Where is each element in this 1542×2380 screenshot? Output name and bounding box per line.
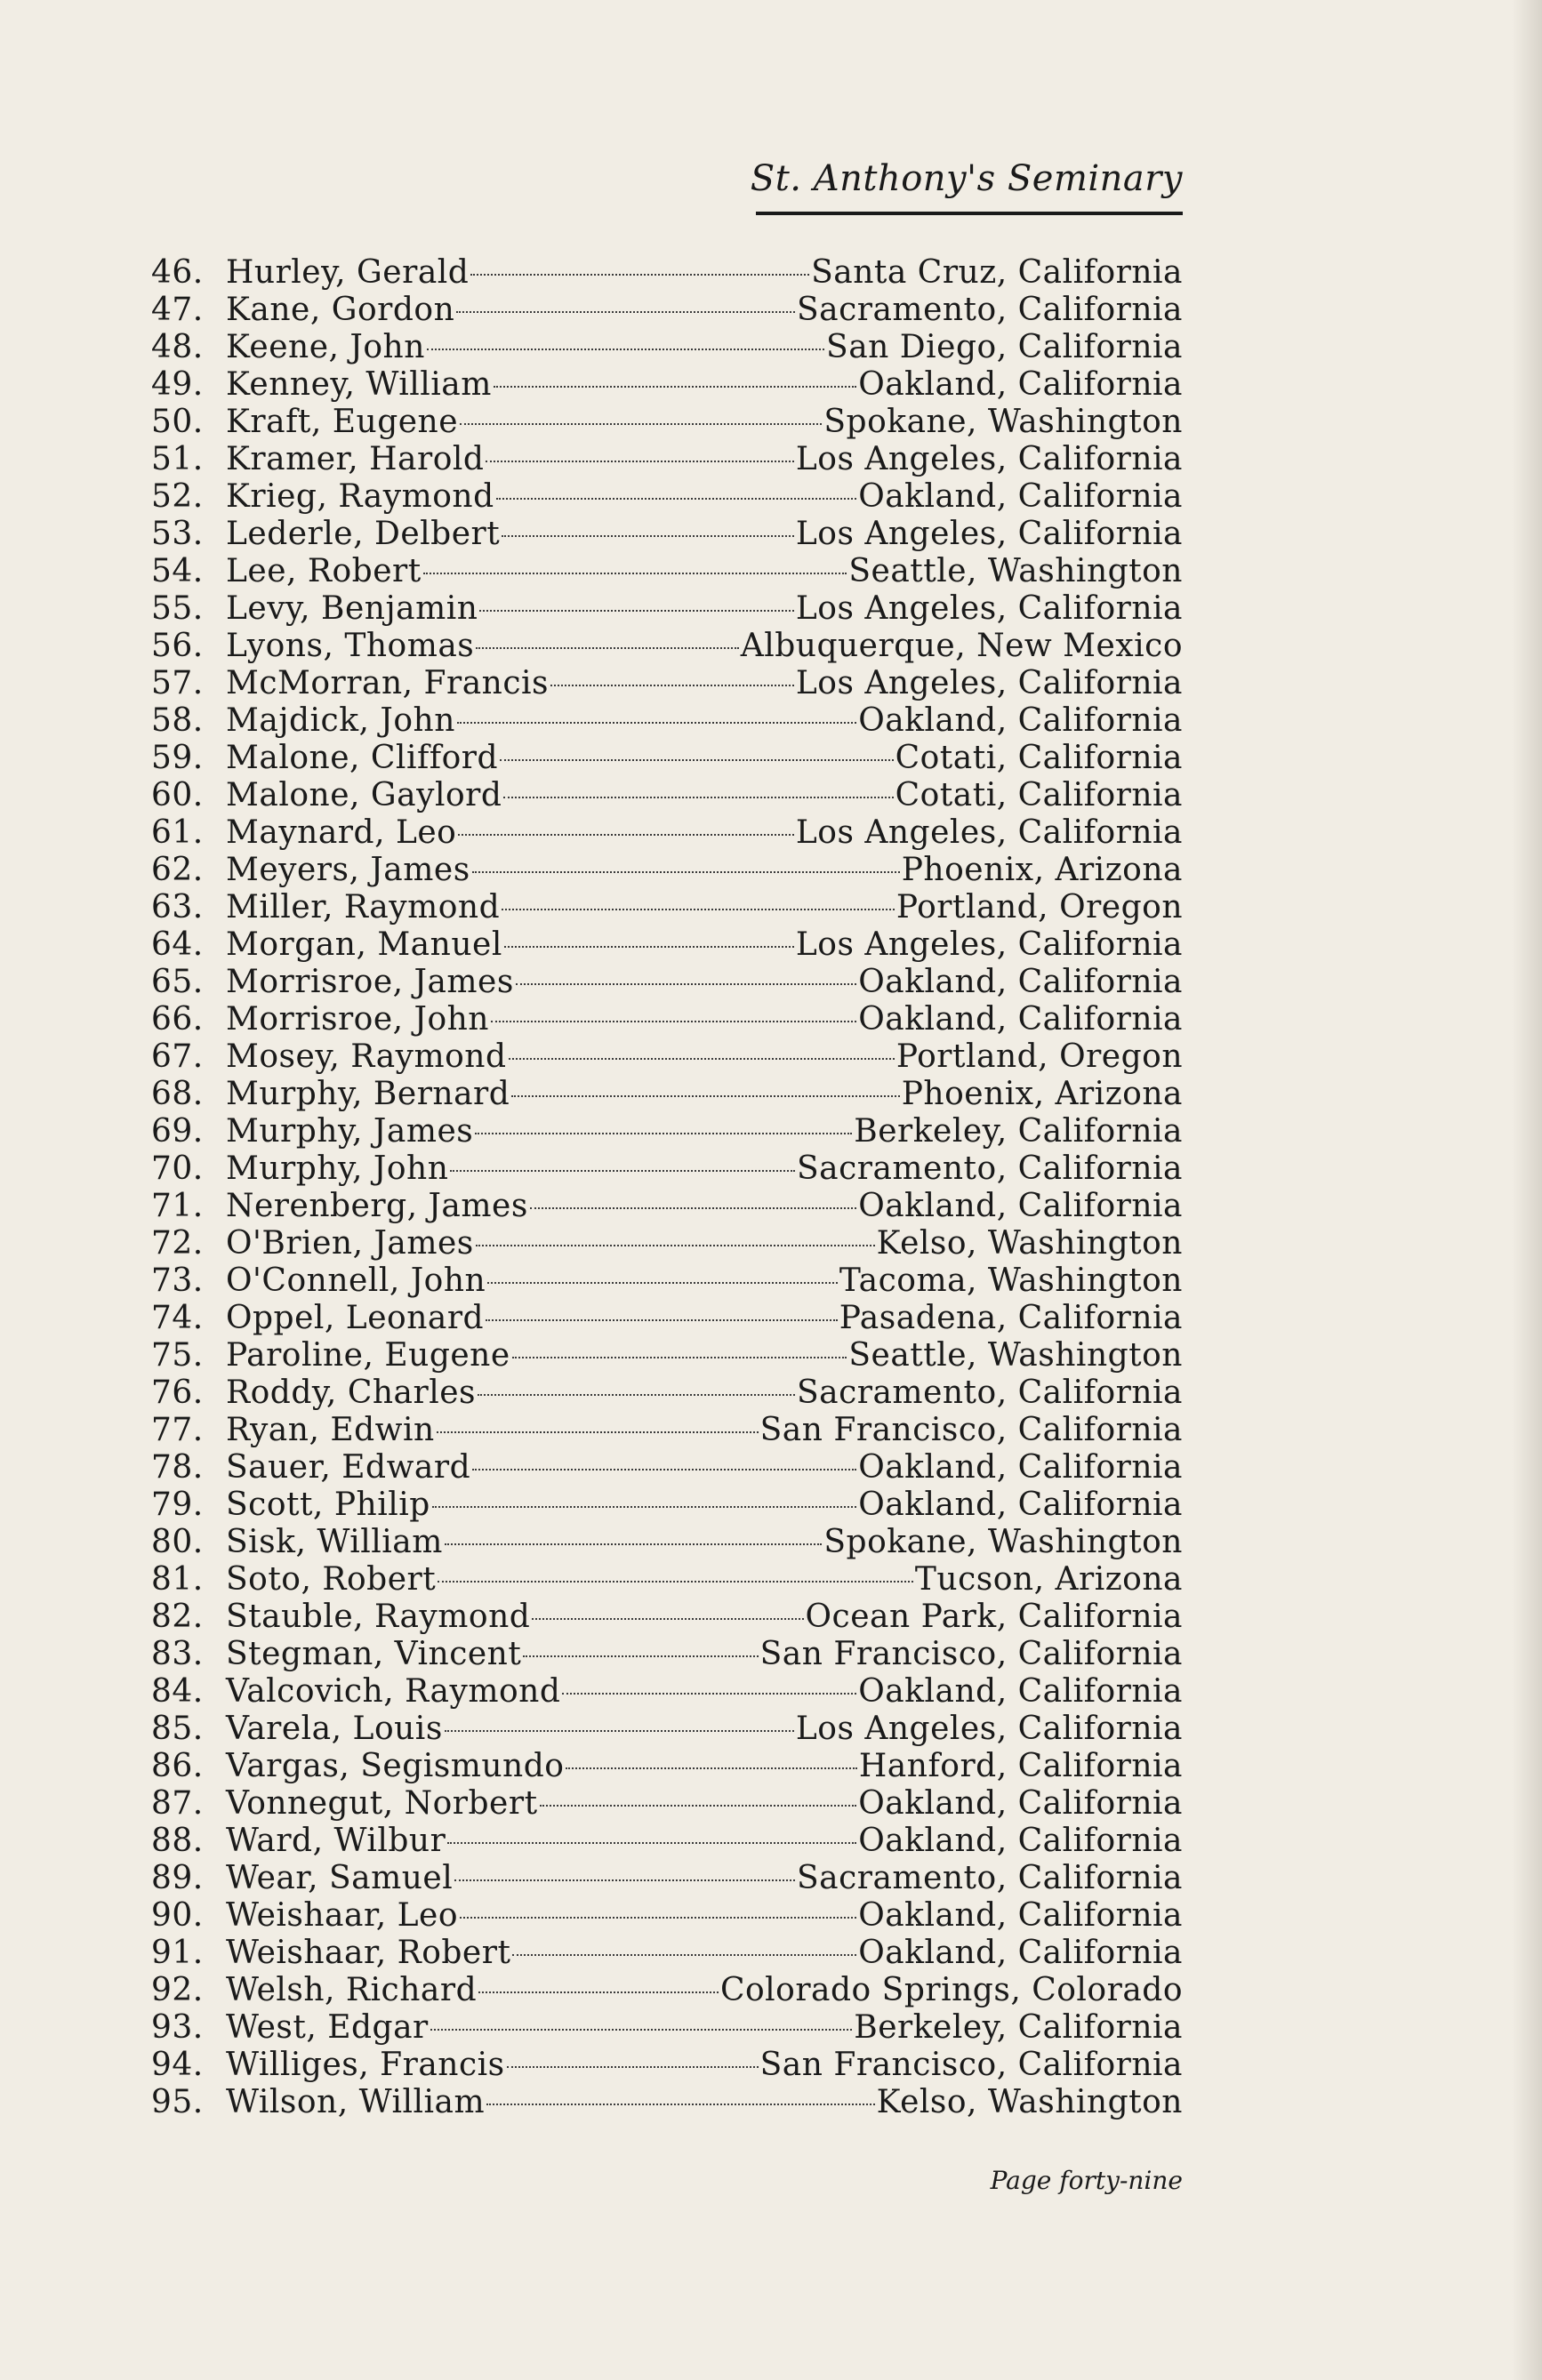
running-header: St. Anthony's Seminary [750,158,1183,199]
dot-leader [437,1431,759,1433]
roster-row [151,1748,1183,1785]
hometown: Ocean Park, California [805,1599,1183,1635]
roster-row [151,702,1183,740]
dot-leader [516,983,856,985]
hometown: Sacramento, California [796,1860,1183,1896]
dot-leader [450,1170,795,1172]
roster-row [151,329,1183,366]
hometown: Kelso, Washington [876,2084,1183,2120]
dot-leader [445,1543,823,1545]
dot-leader [472,1469,856,1470]
roster-row [151,1300,1183,1337]
student-name: Oppel, Leonard [226,1300,485,1336]
hometown: Hanford, California [858,1748,1183,1784]
roster-row [151,1599,1183,1636]
entry-number: 80. [151,1524,204,1560]
dot-leader [502,535,794,537]
roster-row [151,628,1183,665]
dot-leader [550,685,794,686]
dot-leader [491,1021,856,1022]
dot-leader [475,1133,852,1134]
entry-number: 85. [151,1711,204,1747]
dot-leader [456,311,795,313]
dot-leader [470,274,809,276]
roster-row [151,1001,1183,1038]
entry-number: 55. [151,590,204,627]
entry-number: 75. [151,1337,204,1374]
entry-number: 73. [151,1262,204,1299]
entry-number: 82. [151,1599,204,1635]
hometown: San Francisco, California [759,2047,1183,2083]
student-name: Vonnegut, Norbert [226,1785,538,1822]
roster-row [151,404,1183,441]
student-name: Kramer, Harold [226,441,485,477]
dot-leader [487,1282,838,1284]
student-name: West, Edgar [226,2009,429,2046]
student-name: Morrisroe, John [226,1001,489,1038]
dot-leader [530,1207,856,1209]
roster-row [151,1150,1183,1188]
entry-number: 60. [151,777,204,813]
entry-number: 68. [151,1076,204,1112]
entry-number: 92. [151,1972,204,2008]
hometown: Seattle, Washington [848,1337,1183,1374]
student-name: Krieg, Raymond [226,478,494,515]
roster-row [151,1337,1183,1374]
dot-leader [504,946,794,948]
hometown: Oakland, California [858,1673,1183,1710]
hometown: Tacoma, Washington [839,1262,1183,1299]
student-name: O'Connell, John [226,1262,486,1299]
student-name: Morrisroe, James [226,964,514,1000]
entry-number: 54. [151,553,204,589]
dot-leader [503,797,893,798]
dot-leader [427,349,824,350]
hometown: Portland, Oregon [895,889,1183,926]
student-name: Morgan, Manuel [226,926,502,963]
dot-leader [562,1693,856,1695]
entry-number: 91. [151,1935,204,1971]
student-name: Levy, Benjamin [226,590,478,627]
student-name: Weishaar, Leo [226,1897,458,1934]
hometown: Seattle, Washington [848,553,1183,589]
student-name: Murphy, James [226,1113,474,1150]
entry-number: 47. [151,292,204,328]
student-name: Ward, Wilbur [226,1823,446,1859]
student-name: Wear, Samuel [226,1860,454,1896]
student-name: McMorran, Francis [226,665,549,701]
dot-leader [486,1319,838,1321]
hometown: Oakland, California [858,1449,1183,1486]
roster-row [151,1561,1183,1599]
entry-number: 63. [151,889,204,926]
student-name: Wilson, William [226,2084,486,2120]
dot-leader [486,2104,875,2105]
student-name: Welsh, Richard [226,1972,478,2008]
entry-number: 77. [151,1412,204,1448]
entry-number: 58. [151,702,204,739]
entry-number: 95. [151,2084,204,2120]
hometown: Los Angeles, California [795,1711,1183,1747]
roster-row [151,1225,1183,1262]
hometown: Oakland, California [858,366,1183,403]
dot-leader [486,461,793,462]
hometown: Los Angeles, California [795,926,1183,963]
hometown: Oakland, California [858,1001,1183,1038]
hometown: Los Angeles, California [795,441,1183,477]
student-name: Williges, Francis [226,2047,505,2083]
dot-leader [507,2066,759,2068]
hometown: Oakland, California [858,1188,1183,1224]
student-name: Stegman, Vincent [226,1636,522,1672]
student-name: Malone, Clifford [226,740,499,776]
entry-number: 70. [151,1150,204,1187]
dot-leader [476,647,738,649]
entry-number: 76. [151,1374,204,1411]
entry-number: 90. [151,1897,204,1934]
entry-number: 86. [151,1748,204,1784]
roster-row [151,1935,1183,1972]
hometown: Portland, Oregon [895,1038,1183,1075]
student-name: Roddy, Charles [226,1374,477,1411]
student-name: Murphy, John [226,1150,449,1187]
hometown: Phoenix, Arizona [901,1076,1183,1112]
hometown: Albuquerque, New Mexico [740,628,1183,664]
roster-row [151,1636,1183,1673]
hometown: Los Angeles, California [795,590,1183,627]
dot-leader [454,1879,795,1881]
dot-leader [447,1842,856,1844]
hometown: Berkeley, California [854,2009,1183,2046]
hometown: Spokane, Washington [823,404,1183,440]
hometown: Oakland, California [858,1935,1183,1971]
entry-number: 83. [151,1636,204,1672]
page-edge-shadow [1512,0,1542,2380]
entry-number: 61. [151,814,204,851]
entry-number: 74. [151,1300,204,1336]
entry-number: 78. [151,1449,204,1486]
entry-number: 52. [151,478,204,515]
dot-leader [423,573,847,574]
roster-row [151,926,1183,964]
hometown: Berkeley, California [854,1113,1183,1150]
roster-row [151,366,1183,404]
hometown: Sacramento, California [796,1374,1183,1411]
dot-leader [458,834,794,836]
roster-row [151,1038,1183,1076]
hometown: Los Angeles, California [795,814,1183,851]
student-name: Lederle, Delbert [226,516,501,552]
hometown: San Francisco, California [759,1412,1183,1448]
hometown: Los Angeles, California [795,516,1183,552]
hometown: Kelso, Washington [876,1225,1183,1262]
roster-row [151,2084,1183,2121]
roster-row [151,1262,1183,1300]
dot-leader [502,909,895,910]
roster-row [151,1374,1183,1412]
dot-leader [460,1917,856,1919]
dot-leader [512,1357,847,1358]
roster-row [151,1449,1183,1486]
dot-leader [478,1394,795,1396]
dot-leader [523,1655,758,1657]
roster-row [151,1524,1183,1561]
dot-leader [472,871,900,873]
roster-row [151,1188,1183,1225]
student-name: Varela, Louis [226,1711,443,1747]
roster-row [151,1711,1183,1748]
entry-number: 56. [151,628,204,664]
student-name: Malone, Gaylord [226,777,502,813]
entry-number: 88. [151,1823,204,1859]
dot-leader [460,423,822,425]
roster-row [151,1076,1183,1113]
hometown: Oakland, California [858,1486,1183,1523]
hometown: Tucson, Arizona [914,1561,1183,1598]
student-name: Meyers, James [226,852,470,888]
roster-row [151,254,1183,292]
roster-row [151,964,1183,1001]
dot-leader [540,1805,857,1807]
student-name: Lyons, Thomas [226,628,475,664]
roster-row [151,292,1183,329]
entry-number: 48. [151,329,204,365]
roster-row [151,1673,1183,1711]
dot-leader [509,1058,895,1060]
student-name: Kraft, Eugene [226,404,459,440]
dot-leader [476,1245,875,1246]
entry-number: 84. [151,1673,204,1710]
entry-number: 81. [151,1561,204,1598]
student-name: Soto, Robert [226,1561,437,1598]
hometown: Los Angeles, California [795,665,1183,701]
roster-row [151,1113,1183,1150]
roster-row [151,740,1183,777]
roster-row [151,441,1183,478]
entry-number: 67. [151,1038,204,1075]
hometown: Oakland, California [858,1897,1183,1934]
dot-leader [512,1954,856,1956]
hometown: Oakland, California [858,478,1183,515]
hometown: Colorado Springs, Colorado [719,1972,1183,2008]
hometown: Spokane, Washington [823,1524,1183,1560]
roster-row [151,2009,1183,2047]
roster-row [151,1972,1183,2009]
student-name: Murphy, Bernard [226,1076,510,1112]
entry-number: 79. [151,1486,204,1523]
student-roster [151,254,1183,2121]
entry-number: 62. [151,852,204,888]
header-rule [756,212,1183,215]
dot-leader [478,1991,719,1993]
hometown: San Diego, California [826,329,1183,365]
hometown: Oakland, California [858,1823,1183,1859]
entry-number: 59. [151,740,204,776]
dot-leader [511,1095,899,1097]
student-name: Maynard, Leo [226,814,457,851]
roster-row [151,1785,1183,1823]
hometown: Sacramento, California [796,1150,1183,1187]
student-name: Sisk, William [226,1524,443,1560]
entry-number: 65. [151,964,204,1000]
student-name: Valcovich, Raymond [226,1673,561,1710]
hometown: Cotati, California [895,777,1183,813]
roster-row [151,590,1183,628]
hometown: Sacramento, California [796,292,1183,328]
roster-row [151,516,1183,553]
dot-leader [479,610,793,612]
student-name: Lee, Robert [226,553,422,589]
dot-leader [532,1618,803,1620]
student-name: Sauer, Edward [226,1449,471,1486]
student-name: Stauble, Raymond [226,1599,531,1635]
student-name: O'Brien, James [226,1225,474,1262]
dot-leader [566,1767,856,1769]
student-name: Keene, John [226,329,425,365]
entry-number: 49. [151,366,204,403]
hometown: Oakland, California [858,702,1183,739]
dot-leader [500,759,894,761]
roster-row [151,1486,1183,1524]
roster-row [151,665,1183,702]
entry-number: 87. [151,1785,204,1822]
page-number: Page forty-nine [990,2166,1183,2195]
entry-number: 66. [151,1001,204,1038]
roster-row [151,777,1183,814]
student-name: Paroline, Eugene [226,1337,510,1374]
roster-row [151,1412,1183,1449]
entry-number: 57. [151,665,204,701]
student-name: Ryan, Edwin [226,1412,435,1448]
student-name: Weishaar, Robert [226,1935,511,1971]
hometown: Santa Cruz, California [811,254,1183,291]
student-name: Majdick, John [226,702,455,739]
student-name: Mosey, Raymond [226,1038,507,1075]
roster-row [151,852,1183,889]
entry-number: 51. [151,441,204,477]
dot-leader [445,1730,794,1732]
entry-number: 69. [151,1113,204,1150]
roster-row [151,1860,1183,1897]
student-name: Hurley, Gerald [226,254,470,291]
entry-number: 89. [151,1860,204,1896]
dot-leader [457,722,856,724]
roster-row [151,478,1183,516]
student-name: Kane, Gordon [226,292,455,328]
student-name: Vargas, Segismundo [226,1748,565,1784]
roster-row [151,1897,1183,1935]
student-name: Kenney, William [226,366,492,403]
entry-number: 71. [151,1188,204,1224]
dot-leader [494,386,856,388]
dot-leader [496,498,857,500]
student-name: Miller, Raymond [226,889,501,926]
hometown: Phoenix, Arizona [901,852,1183,888]
roster-row [151,814,1183,852]
entry-number: 72. [151,1225,204,1262]
entry-number: 50. [151,404,204,440]
roster-row [151,889,1183,926]
hometown: Cotati, California [895,740,1183,776]
hometown: San Francisco, California [759,1636,1183,1672]
hometown: Oakland, California [858,1785,1183,1822]
entry-number: 94. [151,2047,204,2083]
hometown: Oakland, California [858,964,1183,1000]
roster-row [151,553,1183,590]
entry-number: 93. [151,2009,204,2046]
hometown: Pasadena, California [839,1300,1183,1336]
dot-leader [430,2029,852,2031]
dot-leader [432,1506,856,1508]
roster-row [151,2047,1183,2084]
entry-number: 46. [151,254,204,291]
dot-leader [438,1581,913,1583]
entry-number: 53. [151,516,204,552]
student-name: Scott, Philip [226,1486,430,1523]
entry-number: 64. [151,926,204,963]
student-name: Nerenberg, James [226,1188,528,1224]
roster-row [151,1823,1183,1860]
